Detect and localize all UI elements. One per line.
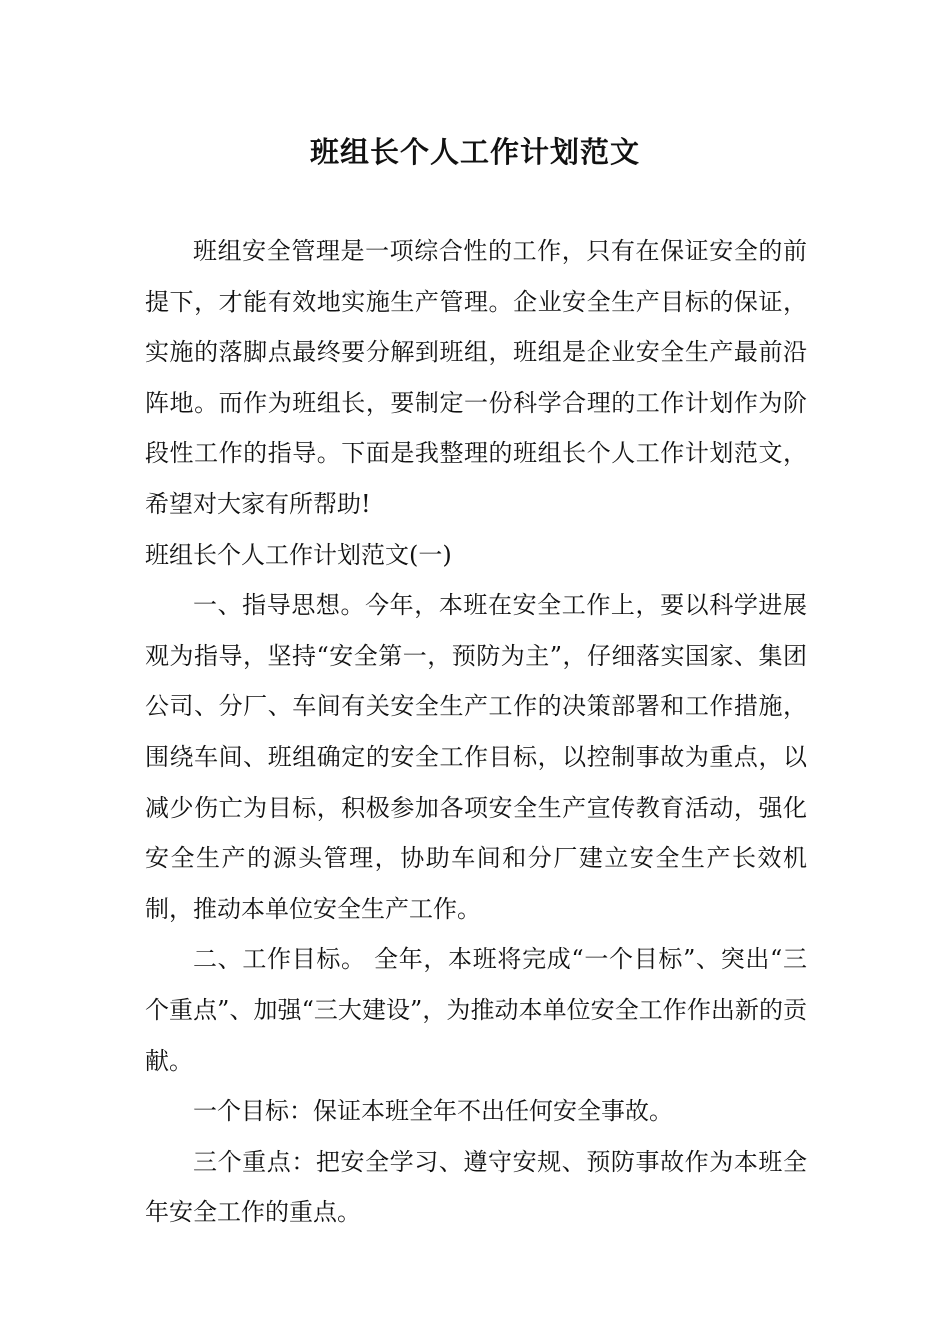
one-goal-paragraph: 一个目标：保证本班全年不出任何安全事故。 (193, 1097, 673, 1126)
document-body (145, 226, 807, 1238)
section-heading: 班组长个人工作计划范文(一) (145, 540, 452, 569)
intro-paragraph: 班组安全管理是一项综合性的工作，只有在保证安全的前提下，才能有效地实施生产管理。企业安全生产目标的保证，实施的落脚点最终要分解到班组，班组是企业安全生产最前沿阵地。而作为班组长，要制定一份科学合理的工作计划作为阶段性工作的指导。下面是我整理的班组长个人工作计划范文，希望对大家有所帮助! (145, 237, 807, 518)
guiding-ideology-paragraph: 一、指导思想。今年，本班在安全工作上，要以科学进展观为指导，坚持“安全第一，预防为主”，仔细落实国家、集团公司、分厂、车间有关安全生产工作的决策部署和工作措施，围绕车间、班组确定的安全工作目标，以控制事故为重点，以减少伤亡为目标，积极参加各项安全生产宣传教育活动，强化安全生产的源头管理，协助车间和分厂建立安全生产长效机制，推动本单位安全生产工作。 (145, 591, 807, 923)
three-focus-paragraph: 三个重点：把安全学习、遵守安规、预防事故作为本班全年安全工作的重点。 (145, 1147, 807, 1227)
document-title: 班组长个人工作计划范文 (309, 135, 640, 169)
work-goals-paragraph: 二、工作目标。 全年，本班将完成“一个目标”、突出“三个重点”、加强“三大建设”，为推动本单位安全工作作出新的贡献。 (145, 945, 807, 1075)
